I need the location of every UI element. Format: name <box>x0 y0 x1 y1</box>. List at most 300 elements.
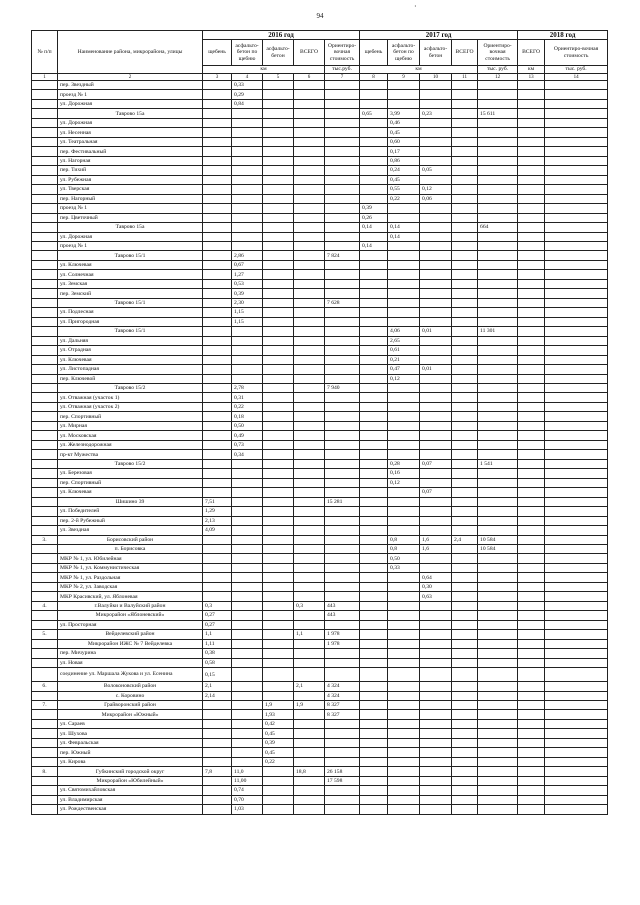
value-cell: 1,29 <box>203 507 232 516</box>
value-cell <box>518 573 545 582</box>
value-cell <box>420 639 452 648</box>
row-name-cell: пер. Фестивальный <box>58 147 203 156</box>
row-number-cell <box>32 336 58 345</box>
value-cell <box>263 776 294 785</box>
value-cell <box>325 563 360 572</box>
value-cell <box>294 118 325 127</box>
value-cell <box>325 431 360 440</box>
row-number-cell <box>32 478 58 487</box>
value-cell: 0,23 <box>420 109 452 118</box>
value-cell <box>203 582 232 591</box>
value-cell <box>388 611 420 620</box>
value-cell: 1 978 <box>325 639 360 648</box>
value-cell <box>478 450 518 459</box>
value-cell: 2,78 <box>232 384 263 393</box>
value-cell <box>232 175 263 184</box>
value-cell <box>294 440 325 449</box>
value-cell <box>325 346 360 355</box>
value-cell <box>452 194 478 203</box>
value-cell <box>360 270 388 279</box>
value-cell <box>452 563 478 572</box>
value-cell <box>232 748 263 757</box>
value-cell <box>360 582 388 591</box>
value-cell: 0,12 <box>388 478 420 487</box>
value-cell <box>388 776 420 785</box>
value-cell <box>420 469 452 478</box>
value-cell <box>325 658 360 667</box>
row-name-cell: МКР № 1, ул. Коммунистическая <box>58 563 203 572</box>
value-cell <box>360 298 388 307</box>
row-name-cell: с. Коровино <box>58 691 203 700</box>
value-cell <box>545 260 608 269</box>
row-number-cell <box>32 649 58 658</box>
value-cell: 0,33 <box>388 563 420 572</box>
value-cell <box>232 563 263 572</box>
value-cell <box>518 776 545 785</box>
value-cell <box>263 620 294 629</box>
value-cell <box>545 639 608 648</box>
value-cell: 1,15 <box>232 317 263 326</box>
value-cell <box>203 128 232 137</box>
value-cell <box>263 767 294 776</box>
value-cell <box>545 270 608 279</box>
row-name-cell: проезд № 1 <box>58 241 203 250</box>
value-cell <box>388 204 420 213</box>
value-cell <box>294 374 325 383</box>
value-cell <box>203 701 232 710</box>
value-cell <box>232 620 263 629</box>
col-name-header: Наименование района, микрорайона, улицы <box>58 31 203 74</box>
value-cell <box>294 128 325 137</box>
value-cell <box>294 402 325 411</box>
value-cell <box>518 118 545 127</box>
value-cell <box>388 251 420 260</box>
value-cell: 0,55 <box>388 185 420 194</box>
row-number-cell <box>32 393 58 402</box>
value-cell <box>203 431 232 440</box>
value-cell <box>232 327 263 336</box>
value-cell <box>420 786 452 795</box>
value-cell <box>325 795 360 804</box>
value-cell <box>452 374 478 383</box>
value-cell <box>545 601 608 610</box>
table-row <box>32 327 608 336</box>
row-number-cell <box>32 147 58 156</box>
row-number-cell <box>32 260 58 269</box>
value-cell <box>294 729 325 738</box>
value-cell <box>360 710 388 719</box>
value-cell <box>325 213 360 222</box>
value-cell: 0,49 <box>232 431 263 440</box>
value-cell <box>203 776 232 785</box>
row-number-cell <box>32 374 58 383</box>
row-name-cell: ул. Кирова <box>58 757 203 766</box>
value-cell <box>452 185 478 194</box>
value-cell: 7 940 <box>325 384 360 393</box>
value-cell <box>203 194 232 203</box>
value-cell <box>545 308 608 317</box>
value-cell <box>452 682 478 691</box>
value-cell <box>203 213 232 222</box>
value-cell <box>452 630 478 639</box>
value-cell <box>263 109 294 118</box>
value-cell <box>294 298 325 307</box>
row-name-cell: Губкинский городской округ <box>58 767 203 776</box>
row-name-cell: Микрорайон «Юбилейный» <box>58 776 203 785</box>
value-cell <box>518 601 545 610</box>
value-cell <box>388 658 420 667</box>
value-cell <box>232 738 263 747</box>
value-cell <box>360 701 388 710</box>
value-cell <box>518 701 545 710</box>
value-cell <box>263 175 294 184</box>
value-cell <box>232 649 263 658</box>
value-cell <box>232 535 263 544</box>
value-cell <box>325 719 360 728</box>
value-cell <box>518 431 545 440</box>
value-cell <box>478 748 518 757</box>
value-cell <box>452 710 478 719</box>
value-cell <box>232 691 263 700</box>
row-number-cell <box>32 241 58 250</box>
value-cell <box>263 440 294 449</box>
value-cell <box>263 213 294 222</box>
row-name-cell: пер. Цветочный <box>58 213 203 222</box>
value-cell <box>545 109 608 118</box>
value-cell: 10 584 <box>478 535 518 544</box>
value-cell <box>203 469 232 478</box>
row-number-cell <box>32 459 58 468</box>
value-cell <box>203 544 232 553</box>
value-cell <box>452 786 478 795</box>
value-cell: 0,45 <box>263 748 294 757</box>
value-cell: 0,05 <box>420 166 452 175</box>
value-cell <box>545 563 608 572</box>
value-cell <box>420 241 452 250</box>
value-cell: 11 301 <box>478 327 518 336</box>
value-cell <box>452 279 478 288</box>
value-cell <box>545 786 608 795</box>
value-cell <box>388 710 420 719</box>
value-cell <box>420 431 452 440</box>
value-cell <box>478 582 518 591</box>
row-name-cell: ул. Победителей <box>58 507 203 516</box>
value-cell <box>263 450 294 459</box>
value-cell <box>360 526 388 535</box>
value-cell <box>203 710 232 719</box>
row-number-cell <box>32 658 58 667</box>
row-number-cell <box>32 611 58 620</box>
value-cell <box>478 630 518 639</box>
value-cell <box>545 241 608 250</box>
table-row <box>32 767 608 776</box>
value-cell <box>452 459 478 468</box>
value-cell <box>360 99 388 108</box>
value-cell <box>360 573 388 582</box>
value-cell <box>478 516 518 525</box>
value-cell <box>294 156 325 165</box>
value-cell <box>388 786 420 795</box>
value-cell <box>294 260 325 269</box>
value-cell <box>452 668 478 682</box>
table-row <box>32 440 608 449</box>
value-cell <box>420 118 452 127</box>
value-cell <box>232 573 263 582</box>
value-cell <box>545 251 608 260</box>
value-cell <box>478 365 518 374</box>
value-cell: 2,4 <box>452 535 478 544</box>
row-name-cell: ул. Ключевая <box>58 260 203 269</box>
value-cell: 2,30 <box>232 298 263 307</box>
value-cell <box>360 317 388 326</box>
value-cell: 0,45 <box>263 729 294 738</box>
value-cell <box>388 507 420 516</box>
value-cell <box>420 719 452 728</box>
value-cell <box>263 298 294 307</box>
table-row <box>32 175 608 184</box>
value-cell: 7,51 <box>203 497 232 506</box>
value-cell <box>294 336 325 345</box>
value-cell <box>263 128 294 137</box>
value-cell <box>420 526 452 535</box>
value-cell <box>478 336 518 345</box>
value-cell <box>478 412 518 421</box>
column-index-cell: 5 <box>263 74 294 81</box>
value-cell <box>478 204 518 213</box>
value-cell <box>388 81 420 90</box>
value-cell <box>325 421 360 430</box>
value-cell <box>452 620 478 629</box>
value-cell <box>452 719 478 728</box>
value-cell <box>452 805 478 814</box>
table-row <box>32 156 608 165</box>
value-cell: 0,01 <box>420 327 452 336</box>
value-cell <box>452 497 478 506</box>
value-cell <box>452 440 478 449</box>
row-name-cell: соединение ул. Маршала Жукова и ул. Есенина <box>58 668 203 682</box>
row-number-cell <box>32 194 58 203</box>
row-name-cell: пер. Спортивный <box>58 478 203 487</box>
value-cell <box>294 668 325 682</box>
value-cell <box>545 393 608 402</box>
value-cell: 0,3 <box>294 601 325 610</box>
value-cell <box>478 99 518 108</box>
value-cell <box>263 497 294 506</box>
value-cell <box>420 795 452 804</box>
value-cell <box>452 658 478 667</box>
row-name-cell: ул. Ключевая <box>58 355 203 364</box>
value-cell <box>203 279 232 288</box>
row-name-cell: ул. Подлесная <box>58 308 203 317</box>
value-cell <box>518 147 545 156</box>
value-cell <box>203 175 232 184</box>
value-cell <box>518 156 545 165</box>
value-cell <box>232 346 263 355</box>
value-cell <box>452 251 478 260</box>
value-cell <box>420 175 452 184</box>
value-cell <box>263 478 294 487</box>
value-cell <box>518 805 545 814</box>
value-cell <box>232 682 263 691</box>
value-cell <box>232 658 263 667</box>
value-cell <box>294 308 325 317</box>
value-cell <box>452 346 478 355</box>
value-cell <box>360 497 388 506</box>
value-cell <box>452 204 478 213</box>
value-cell: 0,16 <box>388 469 420 478</box>
table-row <box>32 147 608 156</box>
value-cell <box>518 620 545 629</box>
value-cell <box>294 526 325 535</box>
value-cell <box>518 639 545 648</box>
value-cell <box>545 194 608 203</box>
table-row <box>32 279 608 288</box>
value-cell <box>545 355 608 364</box>
value-cell <box>518 185 545 194</box>
row-name-cell: ул. Листопадная <box>58 365 203 374</box>
value-cell <box>545 156 608 165</box>
table-body <box>32 81 608 815</box>
value-cell <box>452 317 478 326</box>
value-cell <box>294 757 325 766</box>
value-cell <box>360 327 388 336</box>
value-cell <box>518 402 545 411</box>
value-cell <box>518 757 545 766</box>
value-cell <box>478 776 518 785</box>
value-cell <box>420 128 452 137</box>
row-name-cell: ул. Дальняя <box>58 336 203 345</box>
value-cell <box>452 748 478 757</box>
value-cell <box>420 137 452 146</box>
value-cell <box>545 298 608 307</box>
value-cell: 443 <box>325 601 360 610</box>
table-row <box>32 298 608 307</box>
value-cell <box>325 393 360 402</box>
value-cell <box>452 241 478 250</box>
value-cell <box>388 795 420 804</box>
value-cell: 0,30 <box>420 582 452 591</box>
value-cell <box>203 365 232 374</box>
value-cell <box>388 701 420 710</box>
row-number-cell <box>32 710 58 719</box>
table-row <box>32 544 608 553</box>
value-cell <box>294 649 325 658</box>
row-name-cell: МКР № 1, ул. Раздольная <box>58 573 203 582</box>
value-cell <box>420 393 452 402</box>
value-cell <box>325 516 360 525</box>
value-cell <box>545 223 608 232</box>
value-cell <box>478 81 518 90</box>
row-number-cell <box>32 175 58 184</box>
value-cell <box>388 729 420 738</box>
value-cell <box>518 507 545 516</box>
value-cell: 443 <box>325 611 360 620</box>
value-cell <box>232 223 263 232</box>
column-index-cell: 1 <box>32 74 58 81</box>
value-cell <box>203 204 232 213</box>
value-cell <box>518 535 545 544</box>
value-cell <box>360 402 388 411</box>
row-number-cell <box>32 469 58 478</box>
value-cell <box>294 786 325 795</box>
value-cell <box>478 213 518 222</box>
value-cell <box>518 327 545 336</box>
value-cell <box>388 573 420 582</box>
value-cell <box>452 412 478 421</box>
value-cell <box>452 166 478 175</box>
roads-table <box>31 30 608 815</box>
value-cell <box>203 137 232 146</box>
table-row <box>32 137 608 146</box>
value-cell <box>325 459 360 468</box>
value-cell <box>294 748 325 757</box>
row-number-cell <box>32 204 58 213</box>
table-row <box>32 260 608 269</box>
value-cell <box>232 156 263 165</box>
value-cell <box>452 118 478 127</box>
value-cell <box>360 563 388 572</box>
row-name-cell: ул. Тверская <box>58 185 203 194</box>
value-cell <box>518 459 545 468</box>
value-cell <box>518 109 545 118</box>
value-cell <box>420 668 452 682</box>
value-cell <box>420 478 452 487</box>
value-cell <box>232 109 263 118</box>
value-cell <box>325 289 360 298</box>
value-cell <box>263 241 294 250</box>
value-cell <box>294 554 325 563</box>
value-cell: 0,58 <box>203 658 232 667</box>
value-cell: 1,6 <box>420 544 452 553</box>
value-cell <box>518 658 545 667</box>
value-cell <box>325 327 360 336</box>
value-cell <box>545 776 608 785</box>
value-cell <box>518 204 545 213</box>
value-cell <box>294 384 325 393</box>
value-cell: 2,1 <box>294 682 325 691</box>
value-cell <box>478 270 518 279</box>
value-cell <box>478 90 518 99</box>
row-number-cell: 7. <box>32 701 58 710</box>
value-cell <box>518 544 545 553</box>
value-cell <box>360 805 388 814</box>
row-number-cell <box>32 421 58 430</box>
value-cell <box>518 355 545 364</box>
row-number-cell <box>32 156 58 165</box>
value-cell: 0,65 <box>360 109 388 118</box>
value-cell <box>203 729 232 738</box>
value-cell <box>263 402 294 411</box>
row-name-cell: ул. Земская <box>58 279 203 288</box>
value-cell <box>545 592 608 601</box>
value-cell <box>452 611 478 620</box>
value-cell <box>203 185 232 194</box>
value-cell: 2,14 <box>203 691 232 700</box>
value-cell: 0,12 <box>420 185 452 194</box>
value-cell <box>360 554 388 563</box>
value-cell <box>203 298 232 307</box>
value-cell <box>452 767 478 776</box>
value-cell: 0,38 <box>203 649 232 658</box>
value-cell <box>420 204 452 213</box>
row-number-cell <box>32 738 58 747</box>
value-cell <box>388 630 420 639</box>
value-cell <box>263 393 294 402</box>
value-cell: 0,22 <box>388 194 420 203</box>
value-cell <box>518 719 545 728</box>
value-cell <box>518 682 545 691</box>
row-name-cell: Борисовский район <box>58 535 203 544</box>
